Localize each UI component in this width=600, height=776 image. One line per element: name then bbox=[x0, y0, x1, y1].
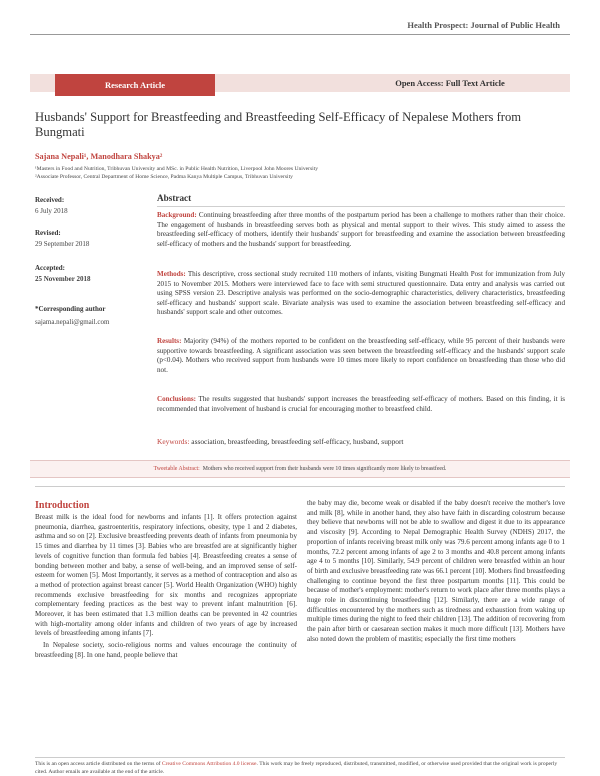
accepted-label: Accepted: bbox=[35, 264, 65, 272]
abstract-heading: Abstract bbox=[157, 193, 192, 203]
received-label: Received: bbox=[35, 196, 65, 204]
revised-date: 29 September 2018 bbox=[35, 240, 90, 248]
journal-title: Health Prospect: Journal of Public Health bbox=[407, 20, 560, 30]
affiliation-2: ²Associate Professor, Central Department of Home Science, Padma Kanya Multiple Campus, Tribhuvan University bbox=[35, 174, 293, 180]
intro-paragraph-3: the baby may die, become weak or disabled if the baby doesn't receive the mother's love and milk [8], while in another hand, they also have faith in discarding colostrum because they believe that newborns will not be able to swallow and digest it due to its appearance and viscosity [9]. According to Nepal Demographic Health Survey (NDHS) 2017, the proportion of infants receiving breast milk only was 79.6 percent among infants age 0 to 1 months, 72.2 percent among infants of age 2 to 3 months and 40.8 percent among infants age 4 to 5 months [10]. Similarly, 54.9 percent of children were breastfed within an hour of birth and exclusive breastfeeding rate was 66.1 percent [10]. Mothers find breastfeeding challenging to continue beyond the first three postpartum months [11]. This could be because of mother's employment: mother's return to work place after three months plays a huge role in discontinuing breastfeeding [12]. Similarly, there are a wide range of difficulties encountered by the mothers such as tiredness and exhaustion from waking up multiple times during the night to feed their children [13]. The addition of recovering from the pain after birth or caesarean section makes it much more difficult [13]. Mothers have also noted down the problem of mastitis; especially the first time mothers bbox=[307, 499, 565, 643]
tweetable-label: Tweetable Abstract: bbox=[153, 466, 200, 472]
license-footer: This is an open access article distributed on the terms of Creative Commons Attribution 4.0 license. This work may be freely reproduced, distributed, transmitted, modified, or otherwise used provided that the original work is properly cited. Author emails are available at the end of the article. bbox=[35, 757, 565, 776]
intro-paragraph-1: Breast milk is the ideal food for newborns and infants [1]. It offers protection against pneumonia, diarrhea, gastroenteritis, respiratory infections, obesity, type 1 and 2 diabetes, asthma and so on [2]. Exclusive breastfeeding prevents death of infants from pneumonia by 15 times and diarrhea by 11 times [3]. Babies who are breastfed are at significantly higher levels of cognitive function than formula fed babies [4]. Breastfeeding creates a sense of bonding between mother and baby, a sense of well-being, and an improved sense of self-esteem for women [5]. Most Importantly, it serves as a method of contraception and also as a method of protection against breast cancer [5]. World Health Organization (WHO) highly recommends exclusive breastfeeding for six months and recognizes appropriate complementary feeding practices as the best way to prevent infant malnutrition [6]. Moreover, it has been estimated that 1.3 million deaths can be prevented in 42 countries with high-mortality among older infants and children of two years of age by increased levels of breastfeeding among infants [7]. bbox=[35, 513, 297, 638]
section-divider bbox=[35, 486, 565, 487]
conclusions-label: Conclusions: bbox=[157, 395, 197, 403]
abstract-divider bbox=[157, 206, 565, 207]
author-list: Sajana Nepali¹, Manodhara Shakya² bbox=[35, 152, 163, 161]
keywords bbox=[157, 437, 565, 446]
article-title: Husbands' Support for Breastfeeding and Breastfeeding Self-Efficacy of Nepalese Mothers from Bungmati bbox=[35, 110, 522, 139]
received-date: 6 July 2018 bbox=[35, 207, 68, 215]
tweetable-text: Mothers who received support from their husbands were 10 times significantly more likely to breastfeed. bbox=[202, 466, 447, 472]
intro-column-left bbox=[35, 513, 297, 663]
revised-label: Revised: bbox=[35, 229, 61, 237]
abstract-methods bbox=[157, 270, 565, 318]
header-divider bbox=[30, 34, 570, 35]
results-text: Majority (94%) of the mothers reported to be confident on the breastfeeding self-efficacy, while 95 percent of their husbands were supportive towards breastfeeding. A significant association was seen between the breastfeeding self-efficacy and the husbands' support scale (p<0.04). Mothers who received support from husbands were 10 times more likely to report confidence on breastfeeding than those who did not. bbox=[157, 337, 565, 374]
background-label: Background: bbox=[157, 211, 197, 219]
abstract-conclusions bbox=[157, 395, 565, 414]
accepted-date: 25 November 2018 bbox=[35, 275, 91, 283]
introduction-heading: Introduction bbox=[35, 500, 90, 511]
intro-column-right bbox=[307, 499, 565, 647]
tweetable-abstract bbox=[30, 460, 570, 478]
conclusions-text: The results suggested that husbands' support increases the breastfeeding self-efficacy of mothers. Based on this finding, it is recommended that involvement of husband is crucial for encouraging mother to breastfeed child. bbox=[157, 395, 565, 413]
methods-text: This descriptive, cross sectional study recruited 110 mothers of infants, visiting Bungmati Health Post for immunization from July 2015 to November 2015. Mothers were interviewed face to face with semi structured questionnaire. Data entry and analysis was carried out using SPSS version 23. Descriptive analysis was performed on the socio-demographic characteristics, delivery characteristics, breastfeeding self-efficacy and husbands' support scale. Bivariate analysis was used to examine the association between breastfeeding self-efficacy and husbands' support scale and other outcomes. bbox=[157, 270, 565, 317]
corresponding-label: *Corresponding author bbox=[35, 305, 106, 313]
corresponding-email[interactable]: sajama.nepali@gmail.com bbox=[35, 318, 110, 326]
keywords-text: association, breastfeeding, breastfeeding self-efficacy, husband, support bbox=[189, 437, 404, 446]
abstract-background bbox=[157, 211, 565, 249]
article-type-badge: Research Article bbox=[55, 74, 215, 96]
abstract-results bbox=[157, 337, 565, 375]
access-label: Open Access: Full Text Article bbox=[395, 78, 505, 88]
results-label: Results: bbox=[157, 337, 182, 345]
background-text: Continuing breastfeeding after three months of the postpartum period has been a challenge to mothers rather than their choice. The engagement of husbands in breastfeeding serves both as physical and mental support to their wives. This study aimed to assess the breastfeeding self-efficacy of mothers, identify their husbands' support for breastfeeding and examine the association between breastfeeding self-efficacy of mothers and the husbands' support for breastfeeding. bbox=[157, 211, 565, 248]
intro-paragraph-2: In Nepalese society, socio-religious norms and values encourage the continuity of breastfeeding [8]. In one hand, people believe that bbox=[35, 641, 297, 659]
keywords-label: Keywords: bbox=[157, 437, 190, 446]
affiliation-1: ¹Masters in Food and Nutrition, Tribhuvan University and MSc. in Public Health Nutrition, Liverpool John Moores University bbox=[35, 166, 319, 172]
methods-label: Methods: bbox=[157, 270, 186, 278]
license-link[interactable]: Creative Commons Attribution 4.0 license bbox=[161, 761, 257, 767]
